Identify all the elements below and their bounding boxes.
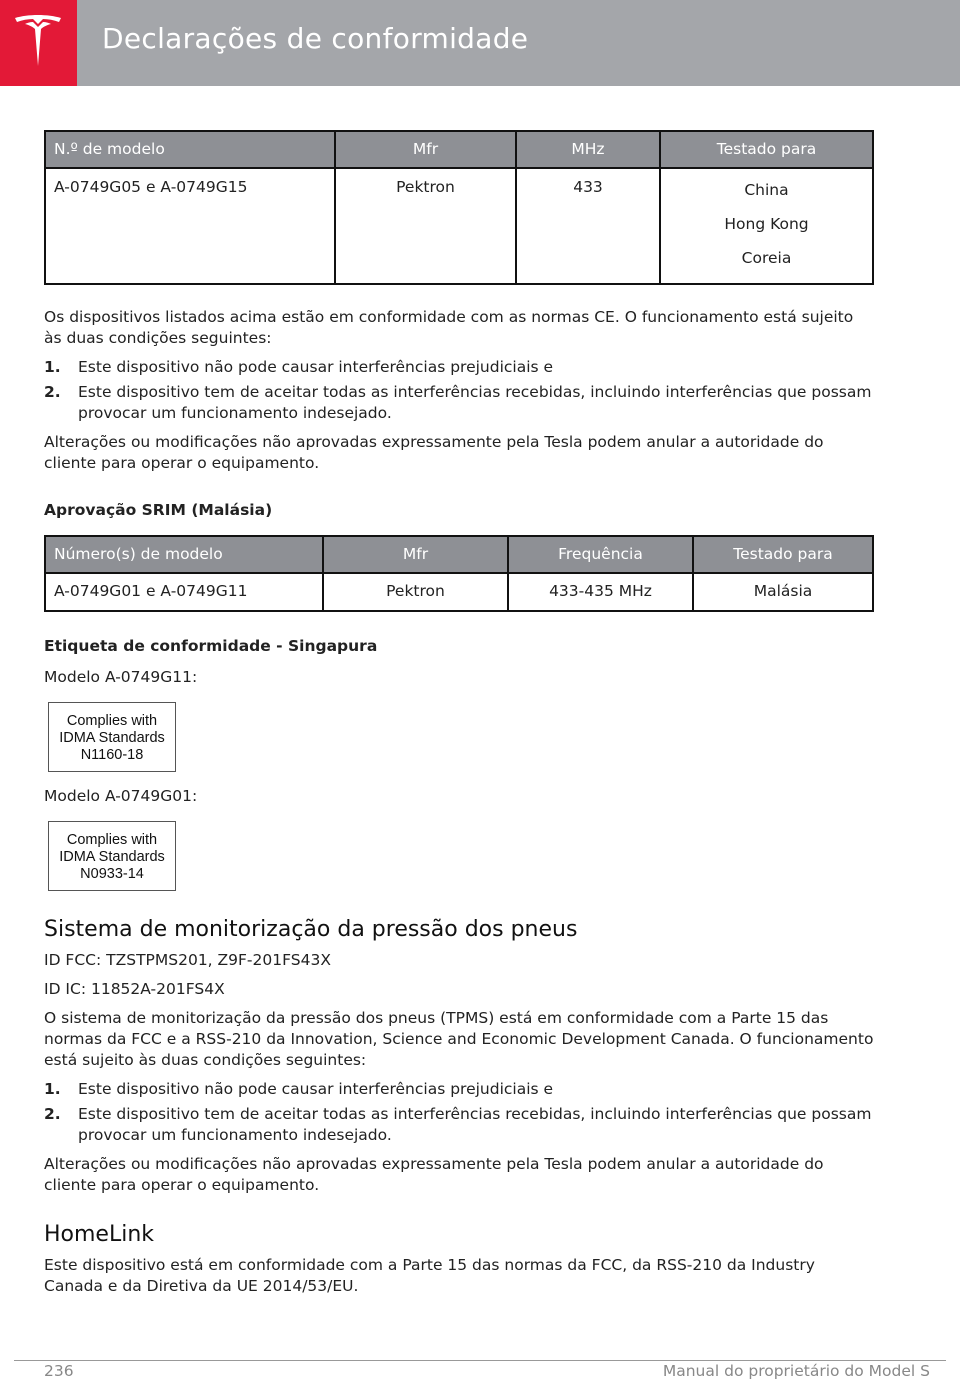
list-number: 2. <box>44 383 61 401</box>
idma-label: Complies with IDMA Standards N0933-14 <box>48 821 176 891</box>
page-header <box>0 0 960 86</box>
col-header-mfr: Mfr <box>335 131 516 168</box>
model-label: Modelo A-0749G01: <box>44 787 198 805</box>
list-item: 1. Este dispositivo não pode causar interferências prejudiciais e <box>44 358 554 376</box>
homelink-heading: HomeLink <box>44 1222 155 1247</box>
tpms-ic-id: ID IC: 11852A-201FS4X <box>44 980 225 998</box>
col-header-model: Número(s) de modelo <box>45 536 323 573</box>
rf-spec-table <box>44 130 874 285</box>
col-header-tested: Testado para <box>660 131 873 168</box>
list-item: 2. Este dispositivo tem de aceitar todas as interferências recebidas, incluindo interferências que possam provocar um funcionamento indesejado. <box>44 1105 872 1144</box>
cell-mfr: Pektron <box>323 573 508 611</box>
tpms-heading: Sistema de monitorização da pressão dos pneus <box>44 917 578 942</box>
ce-note: Alterações ou modificações não aprovadas expressamente pela Tesla podem anular a autoridade do cliente para operar o equipamento. <box>44 433 824 472</box>
tesla-logo-icon <box>12 14 64 70</box>
manual-name: Manual do proprietário do Model S <box>662 1362 930 1380</box>
cell-model: A-0749G05 e A-0749G15 <box>45 168 335 284</box>
cell-mhz: 433 <box>516 168 660 284</box>
list-number: 1. <box>44 1080 61 1098</box>
col-header-mhz: MHz <box>516 131 660 168</box>
page-title: Declarações de conformidade <box>102 22 529 55</box>
tesla-logo <box>0 0 77 86</box>
col-header-model: N.º de modelo <box>45 131 335 168</box>
cell-tested: Malásia <box>693 573 873 611</box>
model-label: Modelo A-0749G11: <box>44 668 198 686</box>
list-item: 2. Este dispositivo tem de aceitar todas as interferências recebidas, incluindo interferências que possam provocar um funcionamento indesejado. <box>44 383 872 422</box>
footer-divider <box>14 1360 946 1361</box>
ce-conditions-list <box>44 357 874 424</box>
tpms-note: Alterações ou modificações não aprovadas expressamente pela Tesla podem anular a autoridade do cliente para operar o equipamento. <box>44 1155 824 1194</box>
srim-heading: Aprovação SRIM (Malásia) <box>44 501 273 519</box>
tpms-fcc-id: ID FCC: TZSTPMS201, Z9F-201FS43X <box>44 951 331 969</box>
cell-tested <box>660 168 873 284</box>
page-number: 236 <box>44 1362 74 1380</box>
tpms-conditions-list <box>44 1079 874 1146</box>
col-header-mfr: Mfr <box>323 536 508 573</box>
col-header-tested: Testado para <box>693 536 873 573</box>
tested-country: China <box>744 181 789 199</box>
homelink-text: Este dispositivo está em conformidade com a Parte 15 das normas da FCC, da RSS-210 da Industry Canada e da Diretiva da UE 2014/53/EU. <box>44 1256 815 1295</box>
cell-mfr: Pektron <box>335 168 516 284</box>
idma-label: Complies with IDMA Standards N1160-18 <box>48 702 176 772</box>
ce-intro: Os dispositivos listados acima estão em conformidade com as normas CE. O funcionamento está sujeito às duas condições seguintes: <box>44 308 854 347</box>
list-number: 2. <box>44 1105 61 1123</box>
list-item: 1. Este dispositivo não pode causar interferências prejudiciais e <box>44 1080 554 1098</box>
singapore-heading: Etiqueta de conformidade - Singapura <box>44 637 378 655</box>
tested-country: Hong Kong <box>724 215 809 233</box>
cell-model: A-0749G01 e A-0749G11 <box>45 573 323 611</box>
tested-country: Coreia <box>741 249 792 267</box>
table-row <box>45 573 873 611</box>
list-number: 1. <box>44 358 61 376</box>
table-row <box>45 168 873 284</box>
cell-frequency: 433-435 MHz <box>508 573 693 611</box>
col-header-frequency: Frequência <box>508 536 693 573</box>
page-content <box>44 130 874 1297</box>
srim-table <box>44 535 874 612</box>
tpms-intro: O sistema de monitorização da pressão dos pneus (TPMS) está em conformidade com a Parte 15 das normas da FCC e a RSS-210 da Innovation, Science and Economic Development Canada. O funcionamento está sujeito às duas condições seguintes: <box>44 1009 874 1069</box>
